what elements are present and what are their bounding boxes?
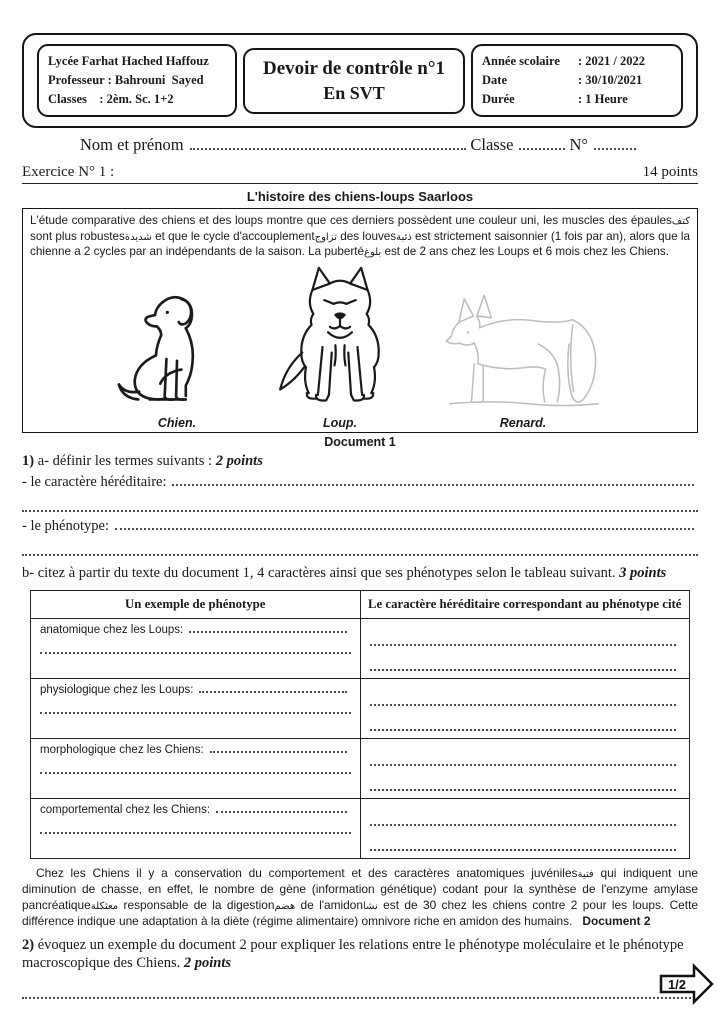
answer-line (210, 751, 347, 753)
doc1-text-fr5: est strictement saisonnier (1 fois par an), alors que la chienne a 2 cycles par an indépendants de la saison. La puberté (30, 229, 690, 259)
question-2-text: évoquez un exemple du document 2 pour expliquer les relations entre le phénotype moléculaire et le phénotype macroscopique des Chiens. (22, 936, 684, 972)
exercise-heading-row (22, 164, 698, 184)
doc2-arabic-amidon: نشا (363, 900, 378, 912)
question-1a-text: a- définir les termes suivants : (34, 453, 216, 470)
doc1-text-fr3: et que le cycle d'accouplement (151, 229, 315, 243)
heredity-term-label: - le caractère héréditaire: (22, 473, 167, 490)
question-1b-text: b- citez à partir du texte du document 1, 4 caractères ainsi que ses phénotypes selon le tableau suivant. (22, 564, 620, 581)
exam-title: Devoir de contrôle n°1 (263, 57, 445, 79)
answer-line (22, 491, 698, 512)
answer-line (199, 691, 346, 693)
exercise-label: Exercice N° 1 : (22, 164, 115, 180)
answer-line (40, 756, 351, 774)
answer-line (370, 653, 677, 671)
question-2-number: 2) (22, 936, 35, 953)
duration-value: : 1 Heure (578, 91, 628, 106)
school-info-box (37, 44, 237, 116)
document2-paragraph (22, 866, 698, 930)
answer-line (370, 773, 677, 791)
fox-figure (437, 288, 609, 430)
doc1-text-fr6: est de 2 ans chez les Loups et 6 mois chez les Chiens. (381, 245, 670, 259)
name-label: Nom et prénom (80, 135, 184, 154)
exercise-points: 14 points (642, 164, 698, 180)
classe-blank-line (519, 148, 565, 150)
document1-box (22, 208, 698, 433)
school-year-value: : 2021 / 2022 (578, 54, 646, 69)
document2-caption: Document 2 (582, 913, 651, 928)
table-row-anatomique (31, 618, 690, 678)
definition-item-heredity (22, 474, 698, 491)
row-label: anatomique chez les Loups: (40, 623, 184, 636)
professor-line: Professeur : Bahrouni Sayed (48, 73, 204, 88)
numero-label: N° (569, 135, 588, 154)
answer-line (370, 713, 677, 731)
question-1a (22, 452, 698, 471)
wolf-figure (271, 262, 409, 430)
answer-line (22, 535, 698, 556)
doc1-text-fr1: L'étude comparative des chiens et des loups montre que ces derniers possèdent une couleur uni, les muscles des épaules (30, 214, 672, 227)
table-row-morphologique (31, 738, 690, 798)
classe-label: Classe (470, 135, 514, 154)
table-row-comportemental (31, 798, 690, 858)
row-label: comportemental chez les Chiens: (40, 803, 211, 816)
document1-caption: Document 1 (324, 435, 396, 450)
document1-title: L'histoire des chiens-loups Saarloos (246, 189, 474, 204)
answer-line (370, 628, 677, 646)
answer-line (370, 808, 677, 826)
answer-line (40, 636, 351, 654)
answer-line (40, 696, 351, 714)
question-2-points: 2 points (183, 955, 232, 972)
doc2-text-fr4: de l'amidon (295, 897, 363, 912)
document1-paragraph (30, 213, 690, 260)
page-number-text: 1/2 (667, 977, 687, 992)
numero-blank-line (594, 148, 636, 150)
doc1-text-fr2: sont plus robustes (30, 229, 125, 243)
classes-line: Classes : 2èm. Sc. 1+2 (48, 91, 174, 106)
date-label: Date (482, 73, 507, 88)
answer-line (370, 688, 677, 706)
doc2-arabic-pancreas: معثكلة (90, 900, 119, 912)
doc2-text-fr2: qui indiquent une diminution de chasse, en effet, le nombre de gène (information génétique) codant pour la synthèse de l'enzyme amylase pancréatique (22, 865, 699, 912)
table-row-physiologique (31, 678, 690, 738)
answer-line (40, 816, 351, 834)
student-name-row (22, 135, 698, 155)
definition-item-phenotype (22, 518, 698, 535)
answer-line (370, 833, 677, 851)
answer-line (22, 999, 698, 1019)
duration-label: Durée (482, 91, 515, 106)
wolf-label: Loup. (322, 416, 357, 431)
question-1a-points: 2 points (215, 453, 263, 470)
answer-line (115, 528, 694, 530)
doc1-arabic-accouplement: تزاوج (314, 231, 337, 243)
document2-box (22, 866, 698, 930)
wolf-illustration (271, 262, 409, 410)
exam-title-box (243, 48, 465, 114)
question-2 (22, 936, 698, 974)
table-header-row (31, 590, 690, 618)
doc2-text-fr5: est de 30 chez les chiens contre 2 pour les loups. Cette différence indique une adaptation à la diète (régime alimentaire) omnivore riche en amidon des humains. (22, 897, 698, 928)
question-1b-points: 3 points (619, 564, 667, 581)
header-frame (22, 33, 698, 128)
doc1-arabic-robustes: شديدة (124, 231, 152, 243)
doc2-text-fr3: responsable de la digestion (118, 897, 275, 912)
table-header-hereditary: Le caractère héréditaire correspondant au phénotype cité (360, 590, 690, 618)
question-1a-number: 1) (22, 453, 35, 470)
table-header-phenotype: Un exemple de phénotype (31, 590, 361, 618)
exam-subject: En SVT (323, 82, 385, 103)
school-name: Lycée Farhat Hached Haffouz (48, 54, 209, 69)
doc1-arabic-epaules: كتف (671, 216, 690, 227)
animal-figures-row (30, 262, 690, 430)
doc2-text-fr1: Chez les Chiens il y a conservation du comportement et des caractères anatomiques juvéniles (36, 865, 578, 880)
dog-illustration (111, 286, 243, 410)
doc1-text-fr4: des louves (336, 229, 397, 243)
name-blank-line (190, 148, 467, 150)
phenotype-table (30, 590, 690, 859)
school-year-label: Année scolaire (482, 54, 560, 69)
doc2-arabic-juveniles: فتية (577, 868, 594, 880)
exam-info-box (471, 44, 683, 116)
answer-line (22, 973, 698, 999)
page-number-arrow (659, 963, 715, 1005)
row-label: physiologique chez les Loups: (40, 683, 194, 696)
fox-illustration (437, 288, 609, 410)
date-value: : 30/10/2021 (578, 73, 643, 88)
fox-label: Renard. (499, 416, 547, 431)
answer-line (189, 631, 346, 633)
answer-line (172, 484, 694, 486)
dog-figure (111, 286, 243, 430)
answer-line (216, 811, 346, 813)
answer-line (370, 748, 677, 766)
doc1-arabic-louve: ذئبة (396, 231, 412, 243)
doc2-arabic-digestion: هضم (274, 900, 296, 912)
phenotype-term-label: - le phénotype: (22, 517, 109, 534)
question-1b (22, 564, 698, 583)
dog-label: Chien. (157, 416, 197, 431)
row-label: morphologique chez les Chiens: (40, 743, 204, 756)
doc1-arabic-puberte: بلوغ (363, 247, 382, 259)
